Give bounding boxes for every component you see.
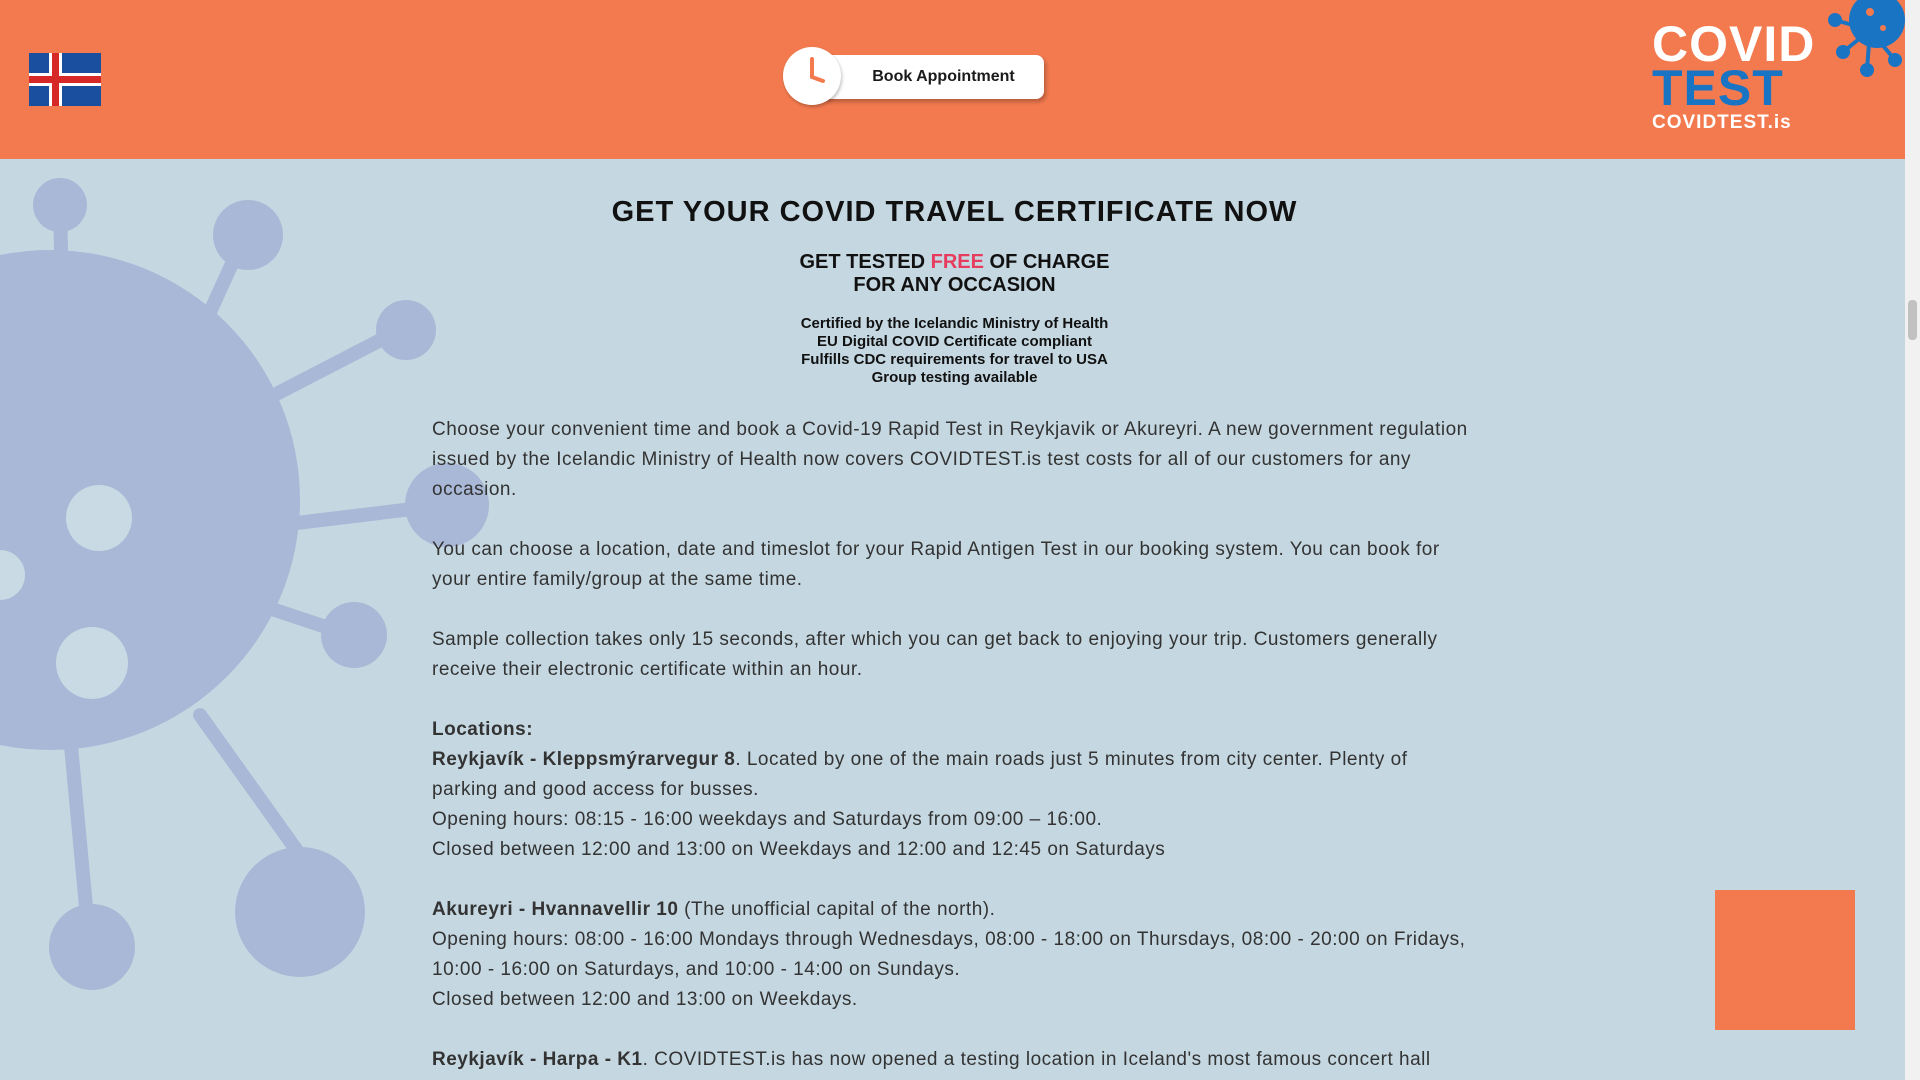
logo-covid-text: COVID [1652,16,1816,72]
location-akureyri-hours: Opening hours: 08:00 - 16:00 Mondays through Wednesdays, 08:00 - 18:00 on Thursdays, 08:00 - 20:00 on Fridays, 10:00 - 16:00 on Saturdays, and 10:00 - 14:00 on Sundays. [432,929,1466,980]
virus-logo-icon [1825,0,1905,90]
subtitle-line2: FOR ANY OCCASION [853,274,1056,296]
page-title: GET YOUR COVID TRAVEL CERTIFICATE NOW [611,196,1298,228]
claims-list [432,315,1477,387]
claim-item: Certified by the Icelandic Ministry of Health [800,315,1109,332]
location-harpa-desc: . COVIDTEST.is has now opened a testing location in Iceland's most famous concert hall [642,1049,1431,1070]
iceland-flag-icon[interactable] [29,53,101,106]
location-harpa-name: Reykjavík - Harpa - K1 [432,1049,643,1070]
location-akureyri-desc: (The unofficial capital of the north). [678,899,996,920]
location-reykjavik-closed: Closed between 12:00 and 13:00 on Weekdays and 12:00 and 12:45 on Saturdays [432,839,1166,860]
location-akureyri-closed: Closed between 12:00 and 13:00 on Weekdays. [432,989,858,1010]
covidtest-logo[interactable] [1652,16,1824,134]
location-akureyri-name: Akureyri - Hvannavellir 10 [432,899,679,920]
virus-background-icon [0,175,500,1015]
logo-url-text: COVIDTEST.is [1652,112,1792,133]
logo-test-text: TEST [1652,60,1784,116]
claim-item: Fulfills CDC requirements for travel to USA [801,351,1108,368]
book-appointment-button[interactable]: Book Appointment [821,55,1044,99]
clock-icon [783,47,841,105]
subtitle [432,251,1477,297]
subtitle-post: OF CHARGE [983,251,1110,273]
subtitle-free: FREE [930,251,984,273]
claim-item: EU Digital COVID Certificate compliant [816,333,1093,350]
locations-section [432,715,1477,1075]
scrollbar-thumb[interactable] [1908,300,1917,340]
subtitle-pre: GET TESTED [799,251,931,273]
body-text [432,415,1477,1075]
location-reykjavik-name: Reykjavík - Kleppsmýrarvegur 8 [432,749,736,770]
location-reykjavik-hours: Opening hours: 08:15 - 16:00 weekdays and Saturdays from 09:00 – 16:00. [432,809,1103,830]
chat-widget-box[interactable] [1715,890,1855,1030]
sample-paragraph: Sample collection takes only 15 seconds, after which you can get back to enjoying your trip. Customers generally receive their electronic certificate within an hour. [432,629,1438,680]
page-scrollbar[interactable] [1905,0,1920,1080]
locations-heading: Locations: [432,719,534,740]
site-header [0,0,1905,159]
location-reykjavik-desc: . Located by one of the main roads just 5 minutes from city center. Plenty of parking and good access for busses. [432,749,1408,800]
intro-paragraph: Choose your convenient time and book a Covid-19 Rapid Test in Reykjavik or Akureyri. A new government regulation issued by the Icelandic Ministry of Health now covers COVIDTEST.is test costs for all of our customers for any occasion. [432,419,1468,500]
claim-item: Group testing available [871,369,1038,386]
booking-paragraph: You can choose a location, date and timeslot for your Rapid Antigen Test in our booking system. You can book for your entire family/group at the same time. [432,539,1440,590]
main-content [432,196,1477,1075]
